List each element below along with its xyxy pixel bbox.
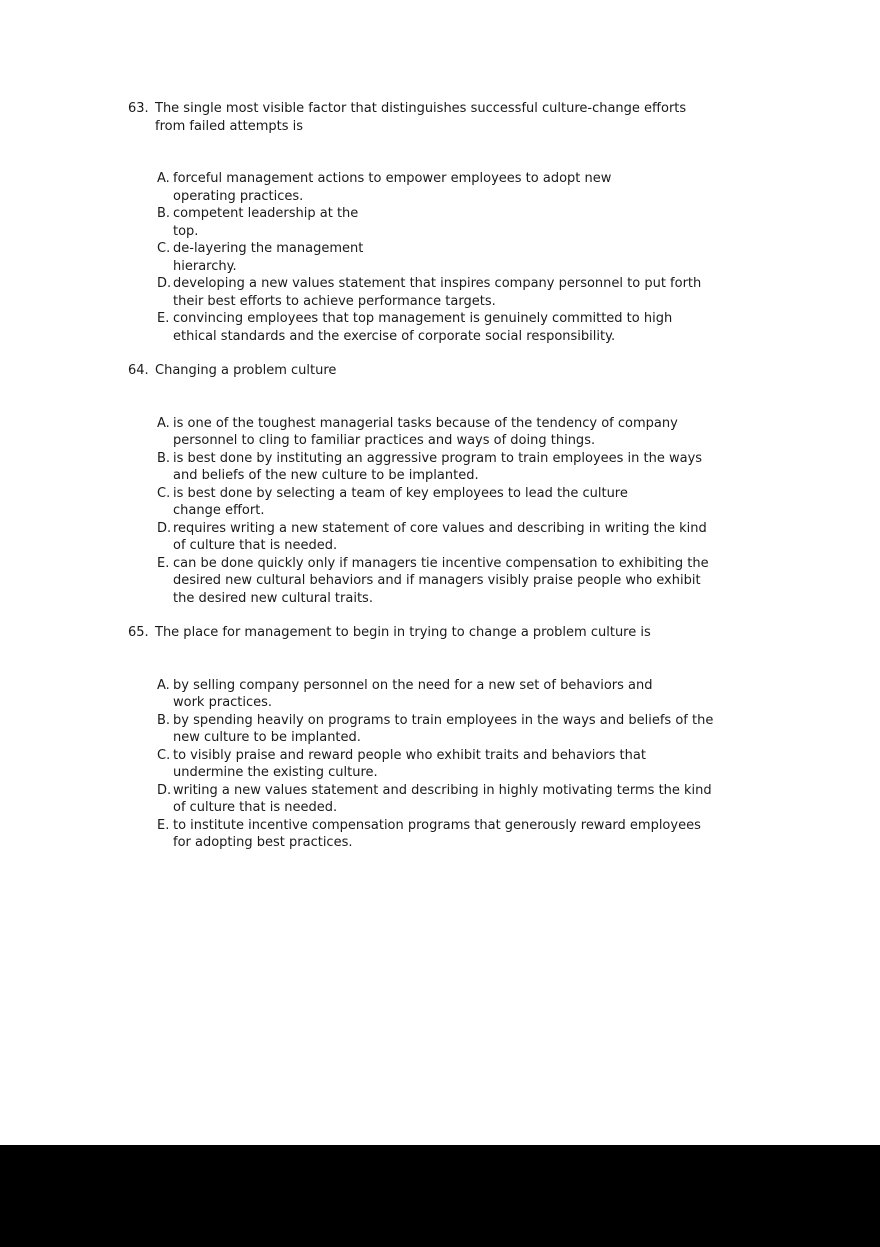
question-65-prompt	[128, 624, 788, 642]
option-65-d	[157, 782, 788, 817]
option-line: to institute incentive compensation programs that generously reward employees	[173, 817, 701, 833]
option-line: ethical standards and the exercise of corporate social responsibility.	[173, 328, 616, 344]
option-line: and beliefs of the new culture to be implanted.	[173, 468, 479, 483]
option-line: the desired new cultural traits.	[173, 590, 373, 606]
option-63-e	[157, 310, 788, 345]
question-prompt-line: from failed attempts is	[155, 118, 303, 134]
option-letter: D.	[157, 276, 172, 291]
option-letter: C.	[157, 241, 171, 256]
option-text	[173, 450, 788, 485]
option-letter: E.	[157, 555, 170, 571]
option-line: their best efforts to achieve performance targets.	[173, 293, 496, 309]
option-letter: B.	[157, 206, 171, 221]
option-letter: A.	[157, 415, 170, 431]
option-text	[173, 310, 788, 345]
option-line: work practices.	[173, 695, 273, 710]
option-line: competent leadership at the	[173, 206, 359, 221]
option-text	[173, 677, 788, 712]
option-letter: B.	[157, 712, 171, 728]
option-text	[173, 520, 788, 555]
option-63-d	[157, 275, 788, 310]
option-line: by spending heavily on programs to train employees in the ways and beliefs of the	[173, 712, 714, 728]
option-letter: C.	[157, 747, 171, 763]
option-text	[173, 170, 788, 205]
option-65-c	[157, 747, 788, 782]
option-line: developing a new values statement that inspires company personnel to put forth	[173, 276, 702, 291]
question-65-options	[157, 677, 788, 852]
option-line: desired new cultural behaviors and if managers visibly praise people who exhibit	[173, 573, 701, 588]
bottom-black-bar	[0, 1145, 880, 1247]
question-prompt-line: The single most visible factor that distinguishes successful culture-change efforts	[155, 101, 687, 116]
option-line: requires writing a new statement of core values and describing in writing the kind	[173, 520, 707, 536]
option-text	[173, 782, 788, 817]
option-line: de-layering the management	[173, 241, 364, 256]
option-letter: A.	[157, 171, 170, 186]
option-letter: A.	[157, 677, 170, 693]
question-number: 64.	[128, 363, 149, 378]
option-line: to visibly praise and reward people who exhibit traits and behaviors that	[173, 747, 646, 763]
option-letter: E.	[157, 817, 170, 833]
quiz-page	[128, 100, 788, 869]
option-65-b	[157, 712, 788, 747]
option-text	[173, 240, 788, 275]
option-text	[173, 275, 788, 310]
option-63-b	[157, 205, 788, 240]
option-line: writing a new values statement and describing in highly motivating terms the kind	[173, 782, 712, 798]
option-64-a	[157, 415, 788, 450]
option-64-c	[157, 485, 788, 520]
option-line: forceful management actions to empower employees to adopt new	[173, 171, 612, 186]
option-text	[173, 817, 788, 852]
option-64-b	[157, 450, 788, 485]
question-prompt-text	[155, 362, 788, 380]
option-line: convincing employees that top management is genuinely committed to high	[173, 311, 673, 326]
option-letter: C.	[157, 485, 171, 501]
question-number: 65.	[128, 625, 149, 640]
option-64-e	[157, 555, 788, 608]
question-64-options	[157, 415, 788, 608]
option-line: change effort.	[173, 503, 265, 518]
option-letter: E.	[157, 311, 170, 326]
option-letter: D.	[157, 782, 172, 798]
option-line: personnel to cling to familiar practices and ways of doing things.	[173, 433, 596, 448]
option-line: undermine the existing culture.	[173, 765, 378, 780]
option-64-d	[157, 520, 788, 555]
question-prompt-text	[155, 100, 788, 135]
question-prompt-line: Changing a problem culture	[155, 363, 337, 378]
option-letter: B.	[157, 450, 171, 466]
option-line: is best done by instituting an aggressive program to train employees in the ways	[173, 450, 703, 466]
option-line: of culture that is needed.	[173, 538, 338, 553]
option-text	[173, 747, 788, 782]
option-text	[173, 415, 788, 450]
option-line: is best done by selecting a team of key employees to lead the culture	[173, 485, 628, 501]
question-prompt-line: The place for management to begin in trying to change a problem culture is	[155, 625, 651, 640]
option-line: can be done quickly only if managers tie incentive compensation to exhibiting the	[173, 555, 709, 571]
option-letter: D.	[157, 520, 172, 536]
option-line: operating practices.	[173, 188, 304, 204]
option-text	[173, 712, 788, 747]
option-text	[173, 485, 788, 520]
option-text	[173, 205, 788, 240]
question-63	[128, 100, 788, 345]
option-line: is one of the toughest managerial tasks because of the tendency of company	[173, 415, 678, 431]
option-line: of culture that is needed.	[173, 800, 338, 815]
question-63-options	[157, 170, 788, 345]
option-63-c	[157, 240, 788, 275]
option-line: top.	[173, 223, 199, 239]
option-line: hierarchy.	[173, 258, 237, 274]
question-64-prompt	[128, 362, 788, 380]
option-line: for adopting best practices.	[173, 835, 353, 850]
option-line: by selling company personnel on the need for a new set of behaviors and	[173, 677, 653, 693]
option-63-a	[157, 170, 788, 205]
option-text	[173, 555, 788, 608]
question-prompt-text	[155, 624, 788, 642]
option-65-e	[157, 817, 788, 852]
option-65-a	[157, 677, 788, 712]
question-64	[128, 362, 788, 607]
question-63-prompt	[128, 100, 788, 135]
question-65	[128, 624, 788, 852]
question-number: 63.	[128, 101, 149, 116]
option-line: new culture to be implanted.	[173, 730, 361, 745]
